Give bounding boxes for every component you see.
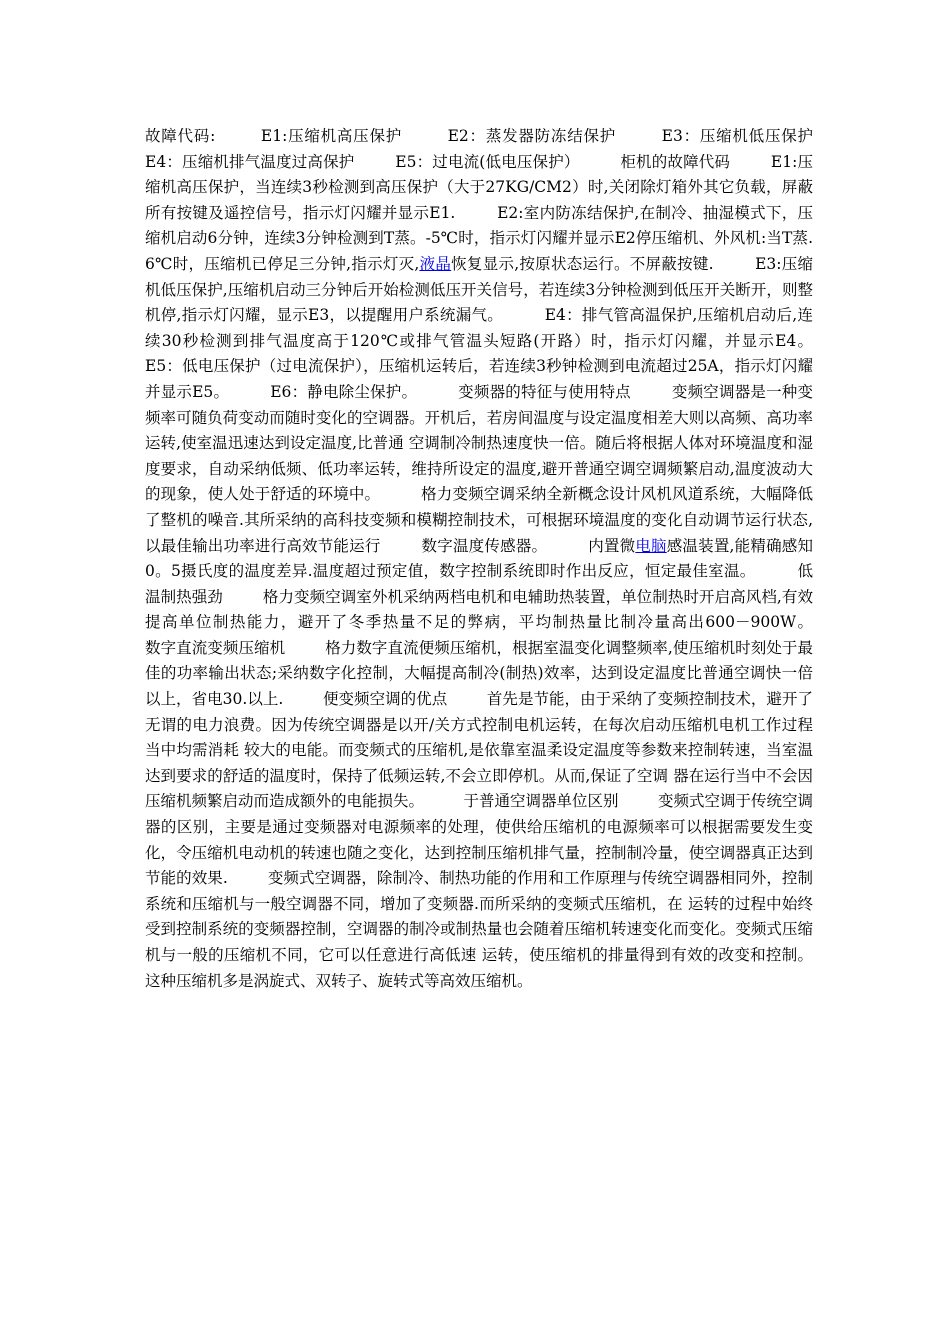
document-body [145, 124, 853, 994]
lcd-link[interactable]: 液晶 [419, 254, 452, 273]
body-text-segment: 感温装置,能精确感知0。5摄氏度的温度差异.温度超过预定值，数字控制系统即时作出反应，恒定最佳室温。 低温制热强劲 格力变频空调室外机采纳两档电机和电辅助热装置，单位制热时开启高风档,有效提高单位制热能力，避开了冬季热量不足的弊病，平均制热量比制冷量高出600－900W。 数字直流变频压缩机 格力数字直流便频压缩机，根据室温变化调整频率,使压缩机时刻处于最佳的功率输出状态;采纳数字化控制，大幅提高制冷(制热)效率，达到设定温度比普通空调快一倍以上，省电30.以上. 便变频空调的优点 首先是节能，由于采纳了变频控制技术，避开了无谓的电力浪费。因为传统空调器是以开/关方式控制电机运转，在每次启动压缩机电机工作过程当中均需消耗 较大的电能。而变频式的压缩机,是依靠室温柔设定温度等参数来控制转速，当室温达到要求的舒适的温度时，保持了低频运转,不会立即停机。从而,保证了空调 器在运行当中不会因压缩机频繁启动而造成额外的电能损失。 于普通空调器单位区别 变频式空调于传统空调器的区别，主要是通过变频器对电源频率的处理，使供给压缩机的电源频率可以根据需要发生变化，令压缩机电动机的转速也随之变化，达到控制压缩机排气量，控制制冷量，使空调器真正达到节能的效果. 变频式空调器，除制冷、制热功能的作用和工作原理与传统空调器相同外，控制系统和压缩机与一般空调器不同，增加了变频器.而所采纳的变频式压缩机，在 运转的过程中始终受到控制系统的变频器控制，空调器的制冷或制热量也会随着压缩机转速变化而变化。变频式压缩机与一般的压缩机不同，它可以任意进行高低速 运转，使压缩机的排量得到有效的改变和控制。这种压缩机多是涡旋式、双转子、旋转式等高效压缩机。 [145, 536, 853, 990]
body-text-segment: 恢复显示,按原状态运行。不屏蔽按键. E3:压缩机低压保护,压缩机启动三分钟后开始检测低压开关信号，若连续3分钟检测到低压开关断开，则整机停,指示灯闪耀，显示E3，以提醒用户系统漏气。 E4：排气管高温保护,压缩机启动后,连续30秒检测到排气温度高于120℃或排气管温头短路(开路）时，指示灯闪耀，并显示E4。 E5：低电压保护（过电流保护），压缩机运转后，若连续3秒钟检测到电流超过25A，指示灯闪耀并显示E5。 E6：静电除尘保护。 变频器的特征与使用特点 变频空调器是一种变频率可随负荷变动而随时变化的空调器。开机后，若房间温度与设定温度相差大则以高频、高功率运转,使室温迅速达到设定温度,比普通 空调制冷制热速度快一倍。随后将根据人体对环境温度和湿度要求，自动采纳低频、低功率运转，维持所设定的温度,避开普通空调空调频繁启动,温度波动大的现象，使人处于舒适的环境中。 格力变频空调采纳全新概念设计风机风道系统，大幅降低了整机的噪音.其所采纳的高科技变频和模糊控制技术，可根据环境温度的变化自动调节运行状态,以最佳输出功率进行高效节能运行 数字温度传感器。 内置微 [145, 254, 853, 555]
body-text-segment: 故障代码: E1:压缩机高压保护 E2：蒸发器防冻结保护 E3：压缩机低压保护 E4：压缩机排气温度过高保护 E5：过电流(低电压保护） 柜机的故障代码 E1:压缩机高压保护，当连续3秒检测到高压保护（大于27KG/CM2）时,关闭除灯箱外其它负载，屏蔽所有按键及遥控信号，指示灯闪耀并显示E1. E2:室内防冻结保护,在制冷、抽湿模式下，压缩机启动6分钟，连续3分钟检测到T蒸。-5℃时，指示灯闪耀并显示E2停压缩机、外风机:当T蒸.6℃时，压缩机已停足三分钟,指示灯灭, [145, 127, 853, 273]
computer-link[interactable]: 电脑 [635, 536, 667, 555]
